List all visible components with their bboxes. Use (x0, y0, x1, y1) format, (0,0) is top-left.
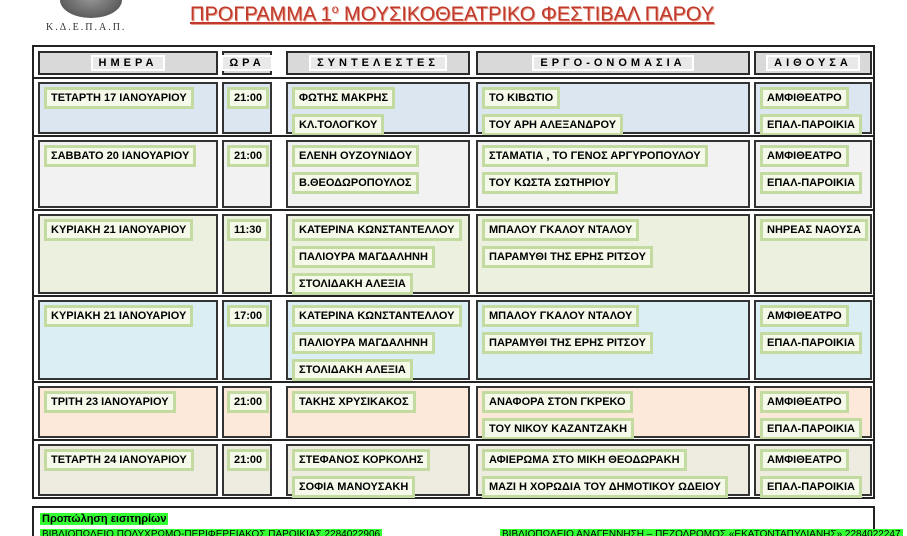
contributors-text: ΦΩΤΗΣ ΜΑΚΡΗΣ (292, 87, 395, 109)
cell-time (222, 386, 272, 438)
page-title (190, 2, 714, 27)
work-text: ΜΠΑΛΟΥ ΓΚΑΛΟΥ ΝΤΑΛΟΥ (482, 305, 639, 327)
schedule-row (34, 135, 873, 209)
title-prefix: ΠΡΟΓΡΑΜΜΑ 1 (190, 3, 332, 26)
venue-text: ΕΠΑΛ-ΠΑΡΟΙΚΙΑ (760, 418, 862, 440)
cell-day (38, 140, 218, 208)
work-text: ΜΠΑΛΟΥ ΓΚΑΛΟΥ ΝΤΑΛΟΥ (482, 219, 639, 241)
cell-work (476, 140, 750, 208)
venue-text: ΕΠΑΛ-ΠΑΡΟΙΚΙΑ (760, 476, 862, 498)
header-work (476, 51, 750, 75)
contributors-text: ΤΑΚΗΣ ΧΡΥΣΙΚΑΚΟΣ (292, 391, 416, 413)
work-text: ΣΤΑΜΑΤΙΑ , ΤΟ ΓΕΝΟΣ ΑΡΓΥΡΟΠΟΥΛΟΥ (482, 145, 708, 167)
kdepap-logo (38, 0, 158, 36)
schedule-row (34, 439, 873, 497)
schedule-row (34, 381, 873, 439)
venue-text: ΕΠΑΛ-ΠΑΡΟΙΚΙΑ (760, 332, 862, 354)
title-suffix: ΜΟΥΣΙΚΟΘΕΑΤΡΙΚΟ ΦΕΣΤΙΒΑΛ ΠΑΡΟΥ (338, 3, 715, 26)
cell-contributors (286, 140, 470, 208)
work-text: ΑΝΑΦΟΡΑ ΣΤΟΝ ΓΚΡΕΚΟ (482, 391, 633, 413)
work-text: ΤΟ ΚΙΒΩΤΙΟ (482, 87, 560, 109)
cell-venue (754, 214, 872, 294)
work-text: ΠΑΡΑΜΥΘΙ ΤΗΣ ΕΡΗΣ ΡΙΤΣΟΥ (482, 332, 653, 354)
cell-contributors (286, 214, 470, 294)
cell-venue (754, 444, 872, 496)
venue-text: ΝΗΡΕΑΣ ΝΑΟΥΣΑ (760, 219, 868, 241)
cell-time (222, 300, 272, 380)
work-text: ΤΟΥ ΑΡΗ ΑΛΕΞΑΝΔΡΟΥ (482, 114, 623, 136)
contributors-text: ΚΑΤΕΡΙΝΑ ΚΩΝΣΤΑΝΤΕΛΛΟΥ (292, 305, 462, 327)
day-text: ΚΥΡΙΑΚΗ 21 ΙΑΝΟΥΑΡΙΟΥ (44, 219, 193, 241)
schedule-row (34, 295, 873, 381)
header-time (222, 51, 272, 75)
presale-bookstore-2: ΒΙΒΛΙΟΠΩΛΕΙΟ ΑΝΑΓΕΝΝΗΣΗ – ΠΕΖΟΔΡΟΜΟΣ «ΕΚΑΤΟΝΤΑΠΥΛΙΑΝΗΣ» 2284022247 (500, 529, 903, 536)
cell-venue (754, 386, 872, 438)
cell-work (476, 82, 750, 134)
cell-venue (754, 82, 872, 134)
header-contributors-label: ΣΥΝΤΕΛΕΣΤΕΣ (309, 55, 447, 71)
header-venue-label: ΑΙΘΟΥΣΑ (766, 55, 860, 71)
cell-contributors (286, 82, 470, 134)
cell-venue (754, 140, 872, 208)
logo-text: Κ.Δ.Ε.Π.Α.Π. (46, 22, 127, 33)
cell-day (38, 82, 218, 134)
cell-contributors (286, 300, 470, 380)
cell-day (38, 386, 218, 438)
festival-schedule-table (32, 45, 875, 499)
venue-text: ΕΠΑΛ-ΠΑΡΟΙΚΙΑ (760, 114, 862, 136)
cell-day (38, 214, 218, 294)
day-text: ΤΕΤΑΡΤΗ 17 ΙΑΝΟΥΑΡΙΟΥ (44, 87, 194, 109)
cell-day (38, 300, 218, 380)
header-day-label: ΗΜΕΡΑ (91, 55, 166, 71)
cell-venue (754, 300, 872, 380)
cell-day (38, 444, 218, 496)
time-text: 21:00 (227, 449, 269, 471)
time-text: 21:00 (227, 145, 269, 167)
venue-text: ΑΜΦΙΘΕΑΤΡΟ (760, 449, 849, 471)
contributors-text: ΠΑΛΙΟΥΡΑ ΜΑΓΔΑΛΗΝΗ (292, 246, 435, 268)
time-text: 11:30 (227, 219, 269, 241)
schedule-row (34, 209, 873, 295)
contributors-text: ΚΛ.ΤΟΛΟΓΚΟΥ (292, 114, 384, 136)
day-text: ΤΕΤΑΡΤΗ 24 ΙΑΝΟΥΑΡΙΟΥ (44, 449, 194, 471)
time-text: 17:00 (227, 305, 269, 327)
contributors-text: ΣΤΕΦΑΝΟΣ ΚΟΡΚΟΛΗΣ (292, 449, 430, 471)
venue-text: ΕΠΑΛ-ΠΑΡΟΙΚΙΑ (760, 172, 862, 194)
venue-text: ΑΜΦΙΘΕΑΤΡΟ (760, 87, 849, 109)
contributors-text: ΚΑΤΕΡΙΝΑ ΚΩΝΣΤΑΝΤΕΛΛΟΥ (292, 219, 462, 241)
work-text: ΠΑΡΑΜΥΘΙ ΤΗΣ ΕΡΗΣ ΡΙΤΣΟΥ (482, 246, 653, 268)
contributors-text: ΕΛΕΝΗ ΟΥΖΟΥΝΙΔΟΥ (292, 145, 419, 167)
cell-contributors (286, 444, 470, 496)
work-text: ΜΑΖΙ Η ΧΟΡΩΔΙΑ ΤΟΥ ΔΗΜΟΤΙΚΟΥ ΩΔΕΙΟΥ (482, 476, 728, 498)
contributors-text: ΣΤΟΛΙΔΑΚΗ ΑΛΕΞΙΑ (292, 273, 413, 295)
presale-bookstore-1: ΒΙΒΛΙΟΠΩΛΕΙΟ ΠΟΛΥΧΡΩΜΟ-ΠΕΡΙΦΕΡΕΙΑΚΟΣ ΠΑΡΟΙΚΙΑΣ 2284022906 (40, 529, 382, 536)
cell-work (476, 444, 750, 496)
work-text: ΤΟΥ ΝΙΚΟΥ ΚΑΖΑΝΤΖΑΚΗ (482, 418, 634, 440)
cell-time (222, 444, 272, 496)
time-text: 21:00 (227, 391, 269, 413)
header-work-label: ΕΡΓΟ-ΟΝΟΜΑΣΙΑ (532, 55, 693, 71)
day-text: ΤΡΙΤΗ 23 ΙΑΝΟΥΑΡΙΟΥ (44, 391, 176, 413)
header-day (38, 51, 218, 75)
header-contributors (286, 51, 470, 75)
work-text: ΤΟΥ ΚΩΣΤΑ ΣΩΤΗΡΙΟΥ (482, 172, 618, 194)
time-text: 21:00 (227, 87, 269, 109)
contributors-text: ΠΑΛΙΟΥΡΑ ΜΑΓΔΑΛΗΝΗ (292, 332, 435, 354)
venue-text: ΑΜΦΙΘΕΑΤΡΟ (760, 305, 849, 327)
cell-work (476, 214, 750, 294)
cell-time (222, 82, 272, 134)
cell-contributors (286, 386, 470, 438)
venue-text: ΑΜΦΙΘΕΑΤΡΟ (760, 145, 849, 167)
header-venue (754, 51, 872, 75)
cell-time (222, 214, 272, 294)
schedule-row (34, 77, 873, 135)
contributors-text: ΣΟΦΙΑ ΜΑΝΟΥΣΑΚΗ (292, 476, 415, 498)
header-time-label: ΩΡΑ (221, 55, 272, 71)
presale-label: Προπώληση εισιτηρίων (42, 513, 167, 525)
cell-work (476, 300, 750, 380)
day-text: ΚΥΡΙΑΚΗ 21 ΙΑΝΟΥΑΡΙΟΥ (44, 305, 193, 327)
ticket-presale-box (32, 506, 901, 536)
contributors-text: ΣΤΟΛΙΔΑΚΗ ΑΛΕΞΙΑ (292, 359, 413, 381)
contributors-text: Β.ΘΕΟΔΩΡΟΠΟΥΛΟΣ (292, 172, 419, 194)
title-superscript: ο (331, 2, 339, 16)
cell-time (222, 140, 272, 208)
cell-work (476, 386, 750, 438)
logo-seal-emblem (60, 0, 122, 18)
work-text: ΑΦΙΕΡΩΜΑ ΣΤΟ ΜΙΚΗ ΘΕΟΔΩΡΑΚΗ (482, 449, 687, 471)
venue-text: ΑΜΦΙΘΕΑΤΡΟ (760, 391, 849, 413)
day-text: ΣΑΒΒΑΤΟ 20 ΙΑΝΟΥΑΡΙΟΥ (44, 145, 196, 167)
